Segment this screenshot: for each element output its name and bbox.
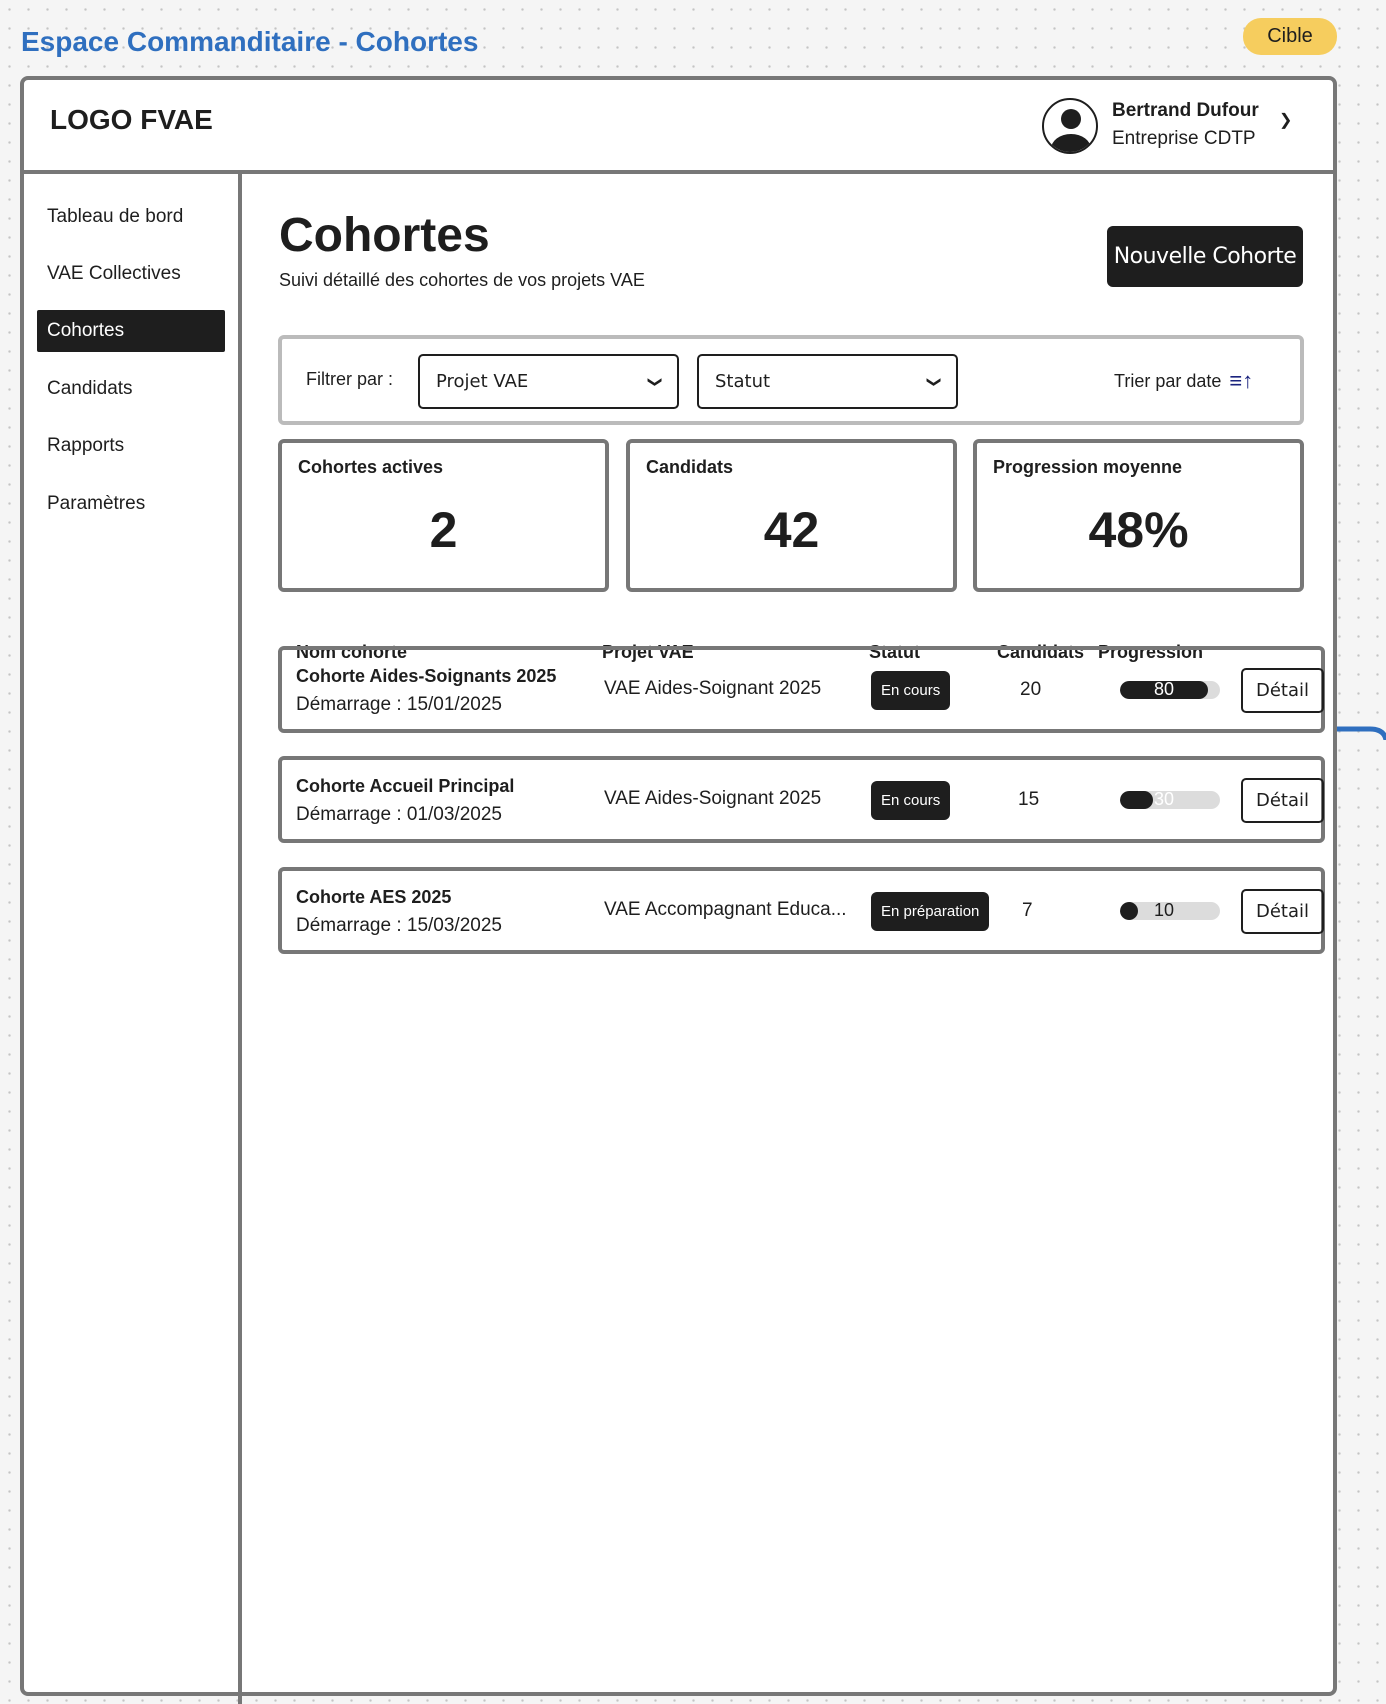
cohort-start-date: Démarrage : 01/03/2025 [296, 804, 502, 825]
cohort-candidates: 20 [1020, 679, 1042, 700]
project-filter-value: Projet VAE [436, 371, 529, 392]
progress-label: 10 [1153, 902, 1175, 920]
chevron-down-icon: ❯ [647, 375, 664, 388]
column-header-candidates: Candidats [997, 642, 1085, 662]
cible-tag: Cible [1243, 18, 1337, 55]
cohort-candidates: 7 [1022, 900, 1033, 921]
progress-bar [1120, 681, 1220, 699]
progress-bar [1120, 791, 1220, 809]
cohort-start-date: Démarrage : 15/03/2025 [296, 915, 502, 936]
cohort-name: Cohorte AES 2025 [296, 887, 452, 907]
progress-bar [1120, 902, 1220, 920]
cohort-project: VAE Aides-Soignant 2025 [604, 678, 822, 699]
status-badge: En cours [871, 781, 950, 820]
page-subtitle: Suivi détaillé des cohortes de vos projets VAE [279, 270, 645, 290]
stat-card-average-progress [973, 439, 1304, 592]
canvas-title: Espace Commanditaire - Cohortes [21, 26, 479, 57]
page-title: Cohortes [279, 209, 490, 262]
status-badge: En cours [871, 671, 950, 710]
filter-label: Filtrer par : [306, 369, 394, 389]
app-frame [20, 76, 1337, 1696]
table-row [278, 867, 1325, 954]
sidebar-item-cohortes[interactable]: Cohortes [37, 310, 225, 352]
table-row [278, 756, 1325, 843]
chevron-down-icon: ❯ [926, 375, 943, 388]
sidebar-item-candidats[interactable]: Candidats [47, 378, 133, 399]
stat-label: Progression moyenne [993, 457, 1183, 477]
sidebar-item-vae-collectives[interactable]: VAE Collectives [47, 263, 181, 284]
cohort-start-date: Démarrage : 15/01/2025 [296, 694, 502, 715]
progress-label: 80 [1153, 681, 1175, 699]
sidebar [24, 174, 242, 1704]
cohort-project: VAE Aides-Soignant 2025 [604, 788, 822, 809]
sort-by-date-button[interactable] [1114, 368, 1253, 394]
stat-value: 48% [1088, 502, 1189, 558]
stat-value: 2 [429, 502, 458, 558]
cohort-name: Cohorte Aides-Soignants 2025 [296, 666, 557, 686]
project-filter-select[interactable] [418, 354, 679, 409]
user-company: Entreprise CDTP [1112, 128, 1256, 149]
filter-bar [278, 335, 1304, 425]
status-filter-value: Statut [715, 371, 771, 392]
progress-label: 30 [1153, 791, 1175, 809]
stat-label: Candidats [646, 457, 734, 477]
detail-button[interactable]: Détail [1241, 889, 1324, 934]
header [24, 80, 1333, 174]
cohort-name: Cohorte Accueil Principal [296, 776, 515, 796]
sidebar-item-rapports[interactable]: Rapports [47, 435, 125, 456]
table-row [278, 646, 1325, 733]
detail-button[interactable]: Détail [1241, 778, 1324, 823]
status-filter-select[interactable] [697, 354, 958, 409]
sidebar-item-parametres[interactable]: Paramètres [47, 493, 146, 514]
user-name: Bertrand Dufour [1112, 100, 1259, 121]
status-badge: En préparation [871, 892, 989, 931]
cohort-candidates: 15 [1018, 789, 1040, 810]
logo: LOGO FVAE [50, 104, 213, 135]
column-header-name: Nom cohorte [296, 642, 408, 662]
cohort-project: VAE Accompagnant Educa... [604, 899, 847, 920]
detail-button[interactable]: Détail [1241, 668, 1324, 713]
sidebar-item-tableau-de-bord[interactable]: Tableau de bord [47, 206, 184, 227]
column-header-status: Statut [869, 642, 920, 662]
sort-label: Trier par date [1114, 370, 1222, 391]
column-header-project: Projet VAE [602, 642, 694, 662]
new-cohort-button[interactable]: Nouvelle Cohorte [1107, 226, 1303, 287]
stat-value: 42 [763, 502, 820, 558]
stat-label: Cohortes actives [298, 457, 444, 477]
stat-card-active-cohorts [278, 439, 609, 592]
chevron-down-icon[interactable]: ❯ [1279, 112, 1293, 129]
stat-card-candidates [626, 439, 957, 592]
avatar-icon[interactable] [1042, 98, 1098, 154]
column-header-progress: Progression [1098, 642, 1204, 662]
sort-ascending-icon: ≡↑ [1229, 368, 1254, 393]
